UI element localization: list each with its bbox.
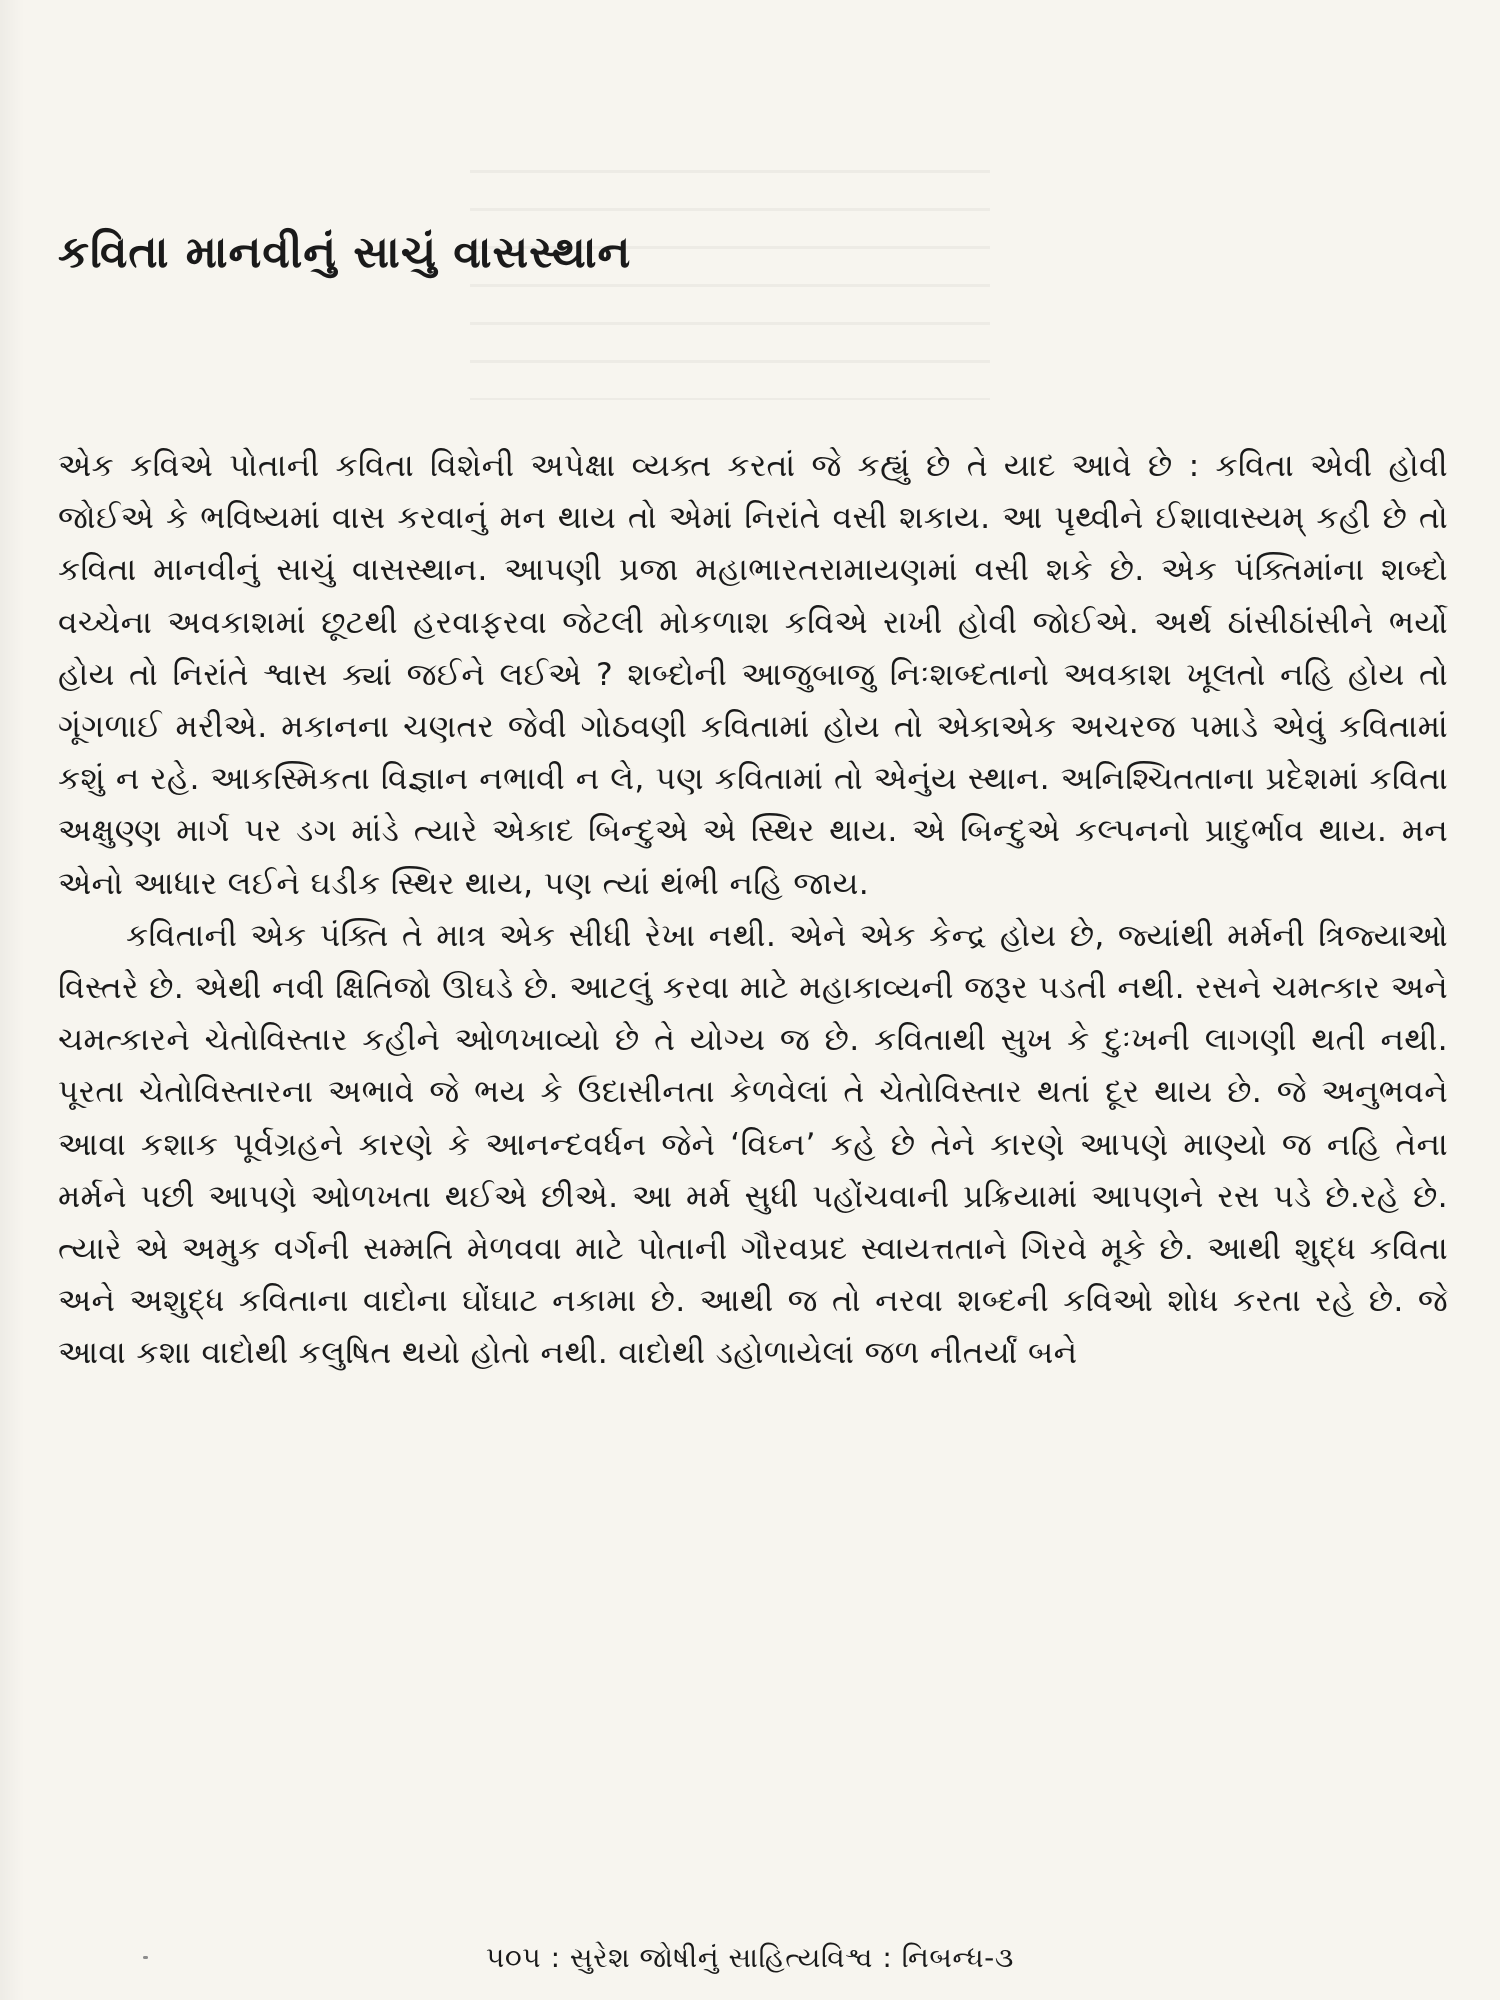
ink-speck [143, 1956, 148, 1959]
paragraph-2: કવિતાની એક પંક્તિ તે માત્ર એક સીધી રેખા નથી. એને એક કેન્દ્ર હોય છે, જ્યાંથી મર્મની ત્રિજ્યાઓ વિસ્તરે છે. એથી નવી ક્ષિતિજો ઊઘડે છે. આટલું કરવા માટે મહાકાવ્યની જરૂર પડતી નથી. રસને ચમત્કાર અને ચમત્કારને ચેતોવિસ્તાર કહીને ઓળખાવ્યો છે તે યોગ્ય જ છે. કવિતાથી સુખ કે દુઃખની લાગણી થતી નથી. પૂરતા ચેતોવિસ્તારના અભાવે જે ભય કે ઉદાસીનતા કેળવેલાં તે ચેતોવિસ્તાર થતાં દૂર થાય છે. જે અનુભવને આવા કશાક પૂર્વગ્રહને કારણે કે આનન્દવર્ધન જેને ‘વિઘ્ન’ કહે છે તેને કારણે આપણે માણ્યો જ નહિ તેના મર્મને પછી આપણે ઓળખતા થઈએ છીએ. આ મર્મ સુધી પહોંચવાની પ્રક્રિયામાં આપણને રસ પડે છે.રહે છે. ત્યારે એ અમુક વર્ગની સમ્મતિ મેળવવા માટે પોતાની ગૌરવપ્રદ સ્વાયત્તતાને ગિરવે મૂકે છે. આથી શુદ્ધ કવિતા અને અશુદ્ધ કવિતાના વાદોના ઘોંઘાટ નકામા છે. આથી જ તો નરવા શબ્દની કવિઓ શોધ કરતા રહે છે. જે આવા કશા વાદોથી કલુષિત થયો હોતો નથી. વાદોથી ડહોળાયેલાં જળ નીતર્યાં બને [58, 917, 1448, 1372]
page-footer: ૫૦૫ : સુરેશ જોષીનું સાહિત્યવિશ્વ : નિબન્ધ-૩ [486, 1941, 1014, 1974]
show-through-text [470, 170, 990, 400]
paragraph-1: એક કવિએ પોતાની કવિતા વિશેની અપેક્ષા વ્યક્ત કરતાં જે કહ્યું છે તે યાદ આવે છે : કવિતા એવી હોવી જોઈએ કે ભવિષ્યમાં વાસ કરવાનું મન થાય તો એમાં નિરાંતે વસી શકાય. આ પૃથ્વીને ઈશાવાસ્યમ્ કહી છે તો કવિતા માનવીનું સાચું વાસસ્થાન. આપણી પ્રજા મહાભારતરામાયણમાં વસી શકે છે. એક પંક્તિમાંના શબ્દો વચ્ચેના અવકાશમાં છૂટથી હરવાફરવા જેટલી મોકળાશ કવિએ રાખી હોવી જોઈએ. અર્થ ઠાંસીઠાંસીને ભર્યો હોય તો નિરાંતે શ્વાસ ક્યાં જઈને લઈએ ? શબ્દોની આજુબાજુ નિઃશબ્દતાનો અવકાશ ખૂલતો નહિ હોય તો ગૂંગળાઈ મરીએ. મકાનના ચણતર જેવી ગોઠવણી કવિતામાં હોય તો એકાએક અચરજ પમાડે એવું કવિતામાં કશું ન રહે. આકસ્મિકતા વિજ્ઞાન નભાવી ન લે, પણ કવિતામાં તો એનુંય સ્થાન. અનિશ્ચિતતાના પ્રદેશમાં કવિતા અક્ષુણ્ણ માર્ગ પર ડગ માંડે ત્યારે એકાદ બિન્દુએ એ સ્થિર થાય. એ બિન્દુએ કલ્પનનો પ્રાદુર્ભાવ થાય. મન એનો આધાર લઈને ઘડીક સ્થિર થાય, પણ ત્યાં થંભી નહિ જાય. [58, 448, 1448, 902]
essay-title: કવિતા માનવીનું સાચું વાસસ્થાન [58, 227, 632, 278]
essay-body [58, 440, 1448, 1380]
